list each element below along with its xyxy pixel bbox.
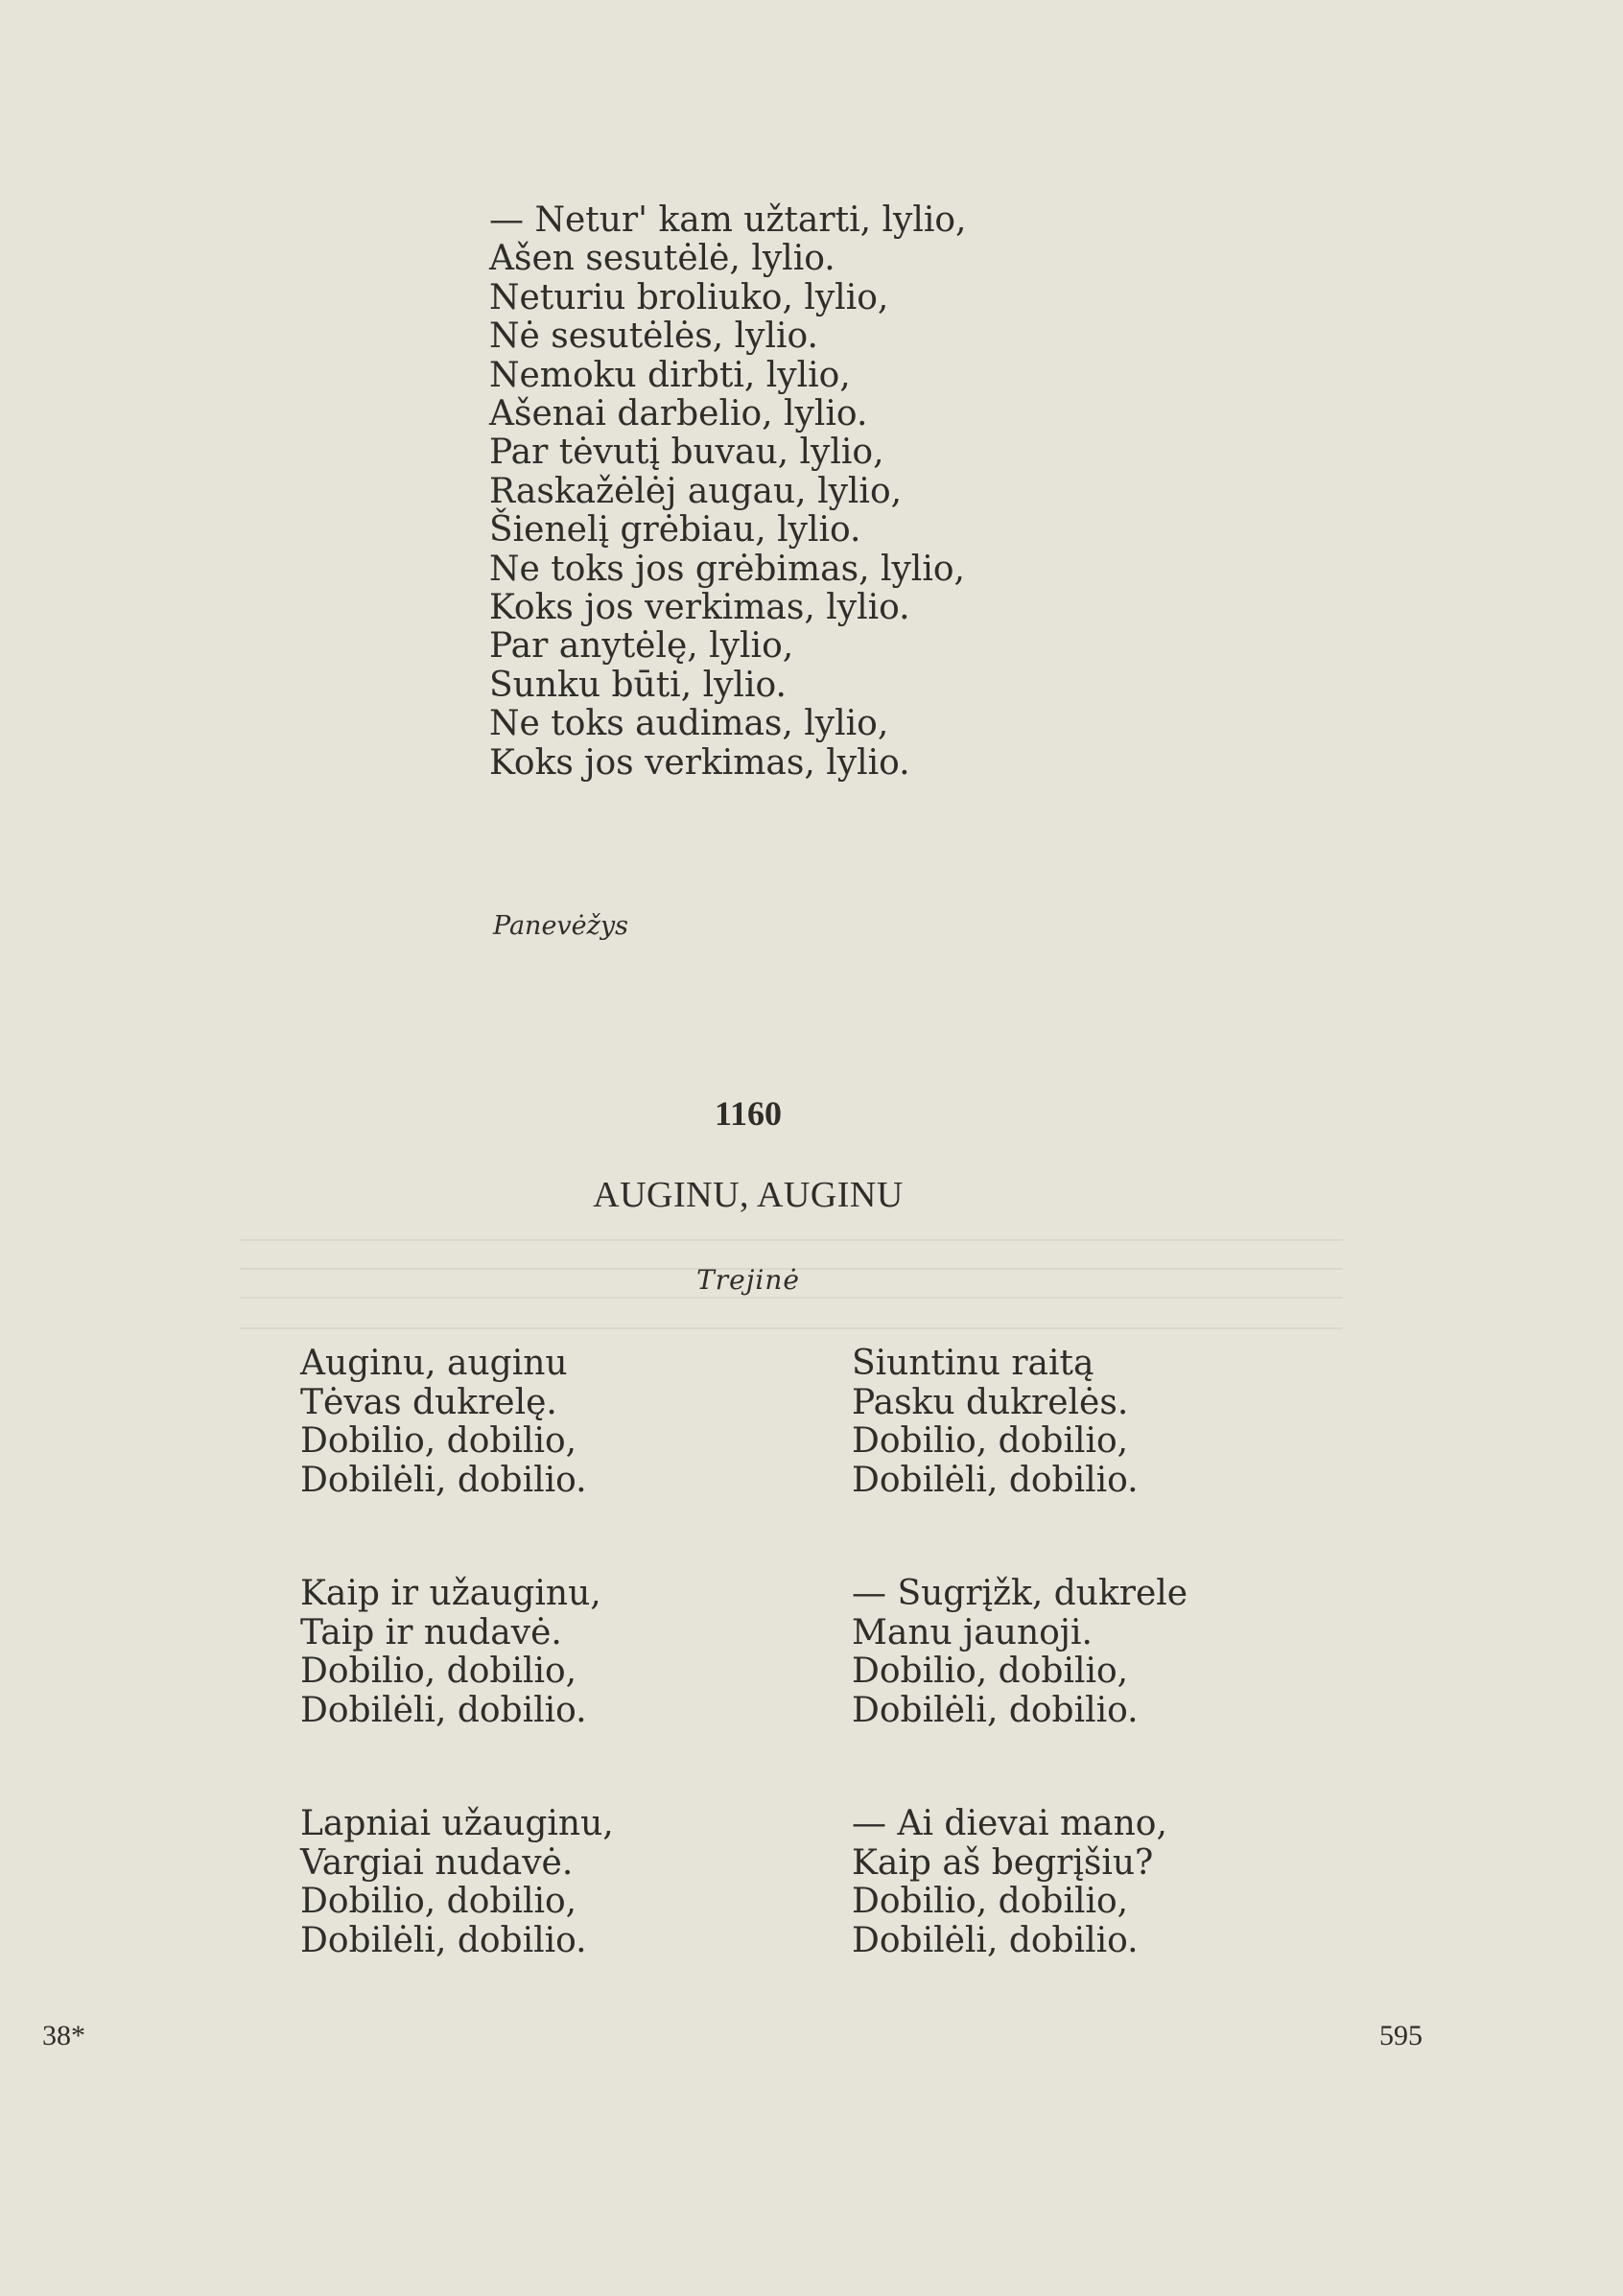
right-stanza-1 [852,1345,1139,1500]
verse-line: — Netur' kam užtarti, lylio, [489,200,967,240]
verse-line: Sunku būti, lylio. [489,665,787,705]
verse-line: Par anytėlę, lylio, [489,626,794,667]
stanza-line: Kaip ir užauginu, [300,1574,601,1613]
stanza-line: Vargiai nudavė. [300,1842,574,1883]
stanza-line: Dobilio, dobilio, [852,1652,1129,1691]
stanza-line: Kaip aš begrįšiu? [852,1842,1154,1883]
stanza-line: Dobilio, dobilio, [300,1421,577,1461]
left-stanza-1 [300,1345,587,1500]
song-number: 1160 [714,1094,782,1133]
verse-line: Koks jos verkimas, lylio. [489,742,910,783]
stanza-line: Dobilio, dobilio, [852,1882,1129,1921]
stanza-line: Dobilėli, dobilio. [852,1690,1139,1730]
verse-line: Koks jos verkimas, lylio. [489,588,910,628]
verse-line: Šienelį grėbiau, lylio. [489,510,861,551]
page-number: 595 [1379,2020,1423,2051]
stanza-line: — Ai dievai mano, [852,1804,1167,1843]
verse-line: Ne toks audimas, lylio, [489,704,889,744]
verse-line: Par tėvutį buvau, lylio, [489,433,884,473]
stanza-line: Tėvas dukrelę. [300,1382,557,1422]
verse-line: Nemoku dirbti, lylio, [489,355,851,395]
verse-line: Ašenai darbelio, lylio. [489,394,868,434]
verse-line: Nė sesutėlės, lylio. [489,316,819,357]
stanza-line: Dobilio, dobilio, [300,1882,577,1921]
left-stanza-2 [300,1575,601,1730]
verse-line: Neturiu broliuko, lylio, [489,277,889,317]
stanza-line: Dobilėli, dobilio. [300,1460,587,1500]
verse-line: Ne toks jos grėbimas, lylio, [489,549,965,589]
left-stanza-3 [300,1805,614,1960]
stanza-line: Dobilėli, dobilio. [852,1920,1139,1960]
right-stanza-3 [852,1805,1167,1960]
show-through-texture [1151,163,1173,307]
verse-line: Ašen sesutėlė, lylio. [489,239,835,279]
stanza-line: Dobilėli, dobilio. [300,1690,587,1730]
stanza-line: Manu jaunoji. [852,1612,1093,1652]
stanza-line: Auginu, auginu [300,1344,568,1383]
signature-mark: 38* [42,2020,85,2051]
stanza-line: Dobilio, dobilio, [852,1421,1129,1461]
right-stanza-2 [852,1575,1188,1730]
stanza-line: Siuntinu raitą [852,1344,1094,1383]
place-of-recording: Panevėžys [493,911,628,941]
stanza-line: Dobilėli, dobilio. [852,1460,1139,1500]
song-title: AUGINU, AUGINU [593,1175,904,1215]
stanza-line: — Sugrįžk, dukrele [852,1574,1188,1613]
stanza-line: Dobilėli, dobilio. [300,1920,587,1960]
tune-label: Trejinė [696,1264,800,1296]
verse-line: Raskažėlėj augau, lylio, [489,471,903,511]
stanza-line: Lapniai užauginu, [300,1804,614,1843]
stanza-line: Pasku dukrelės. [852,1382,1129,1422]
top-verse [489,201,966,783]
stanza-line: Dobilio, dobilio, [300,1652,577,1691]
stanza-line: Taip ir nudavė. [300,1612,562,1652]
